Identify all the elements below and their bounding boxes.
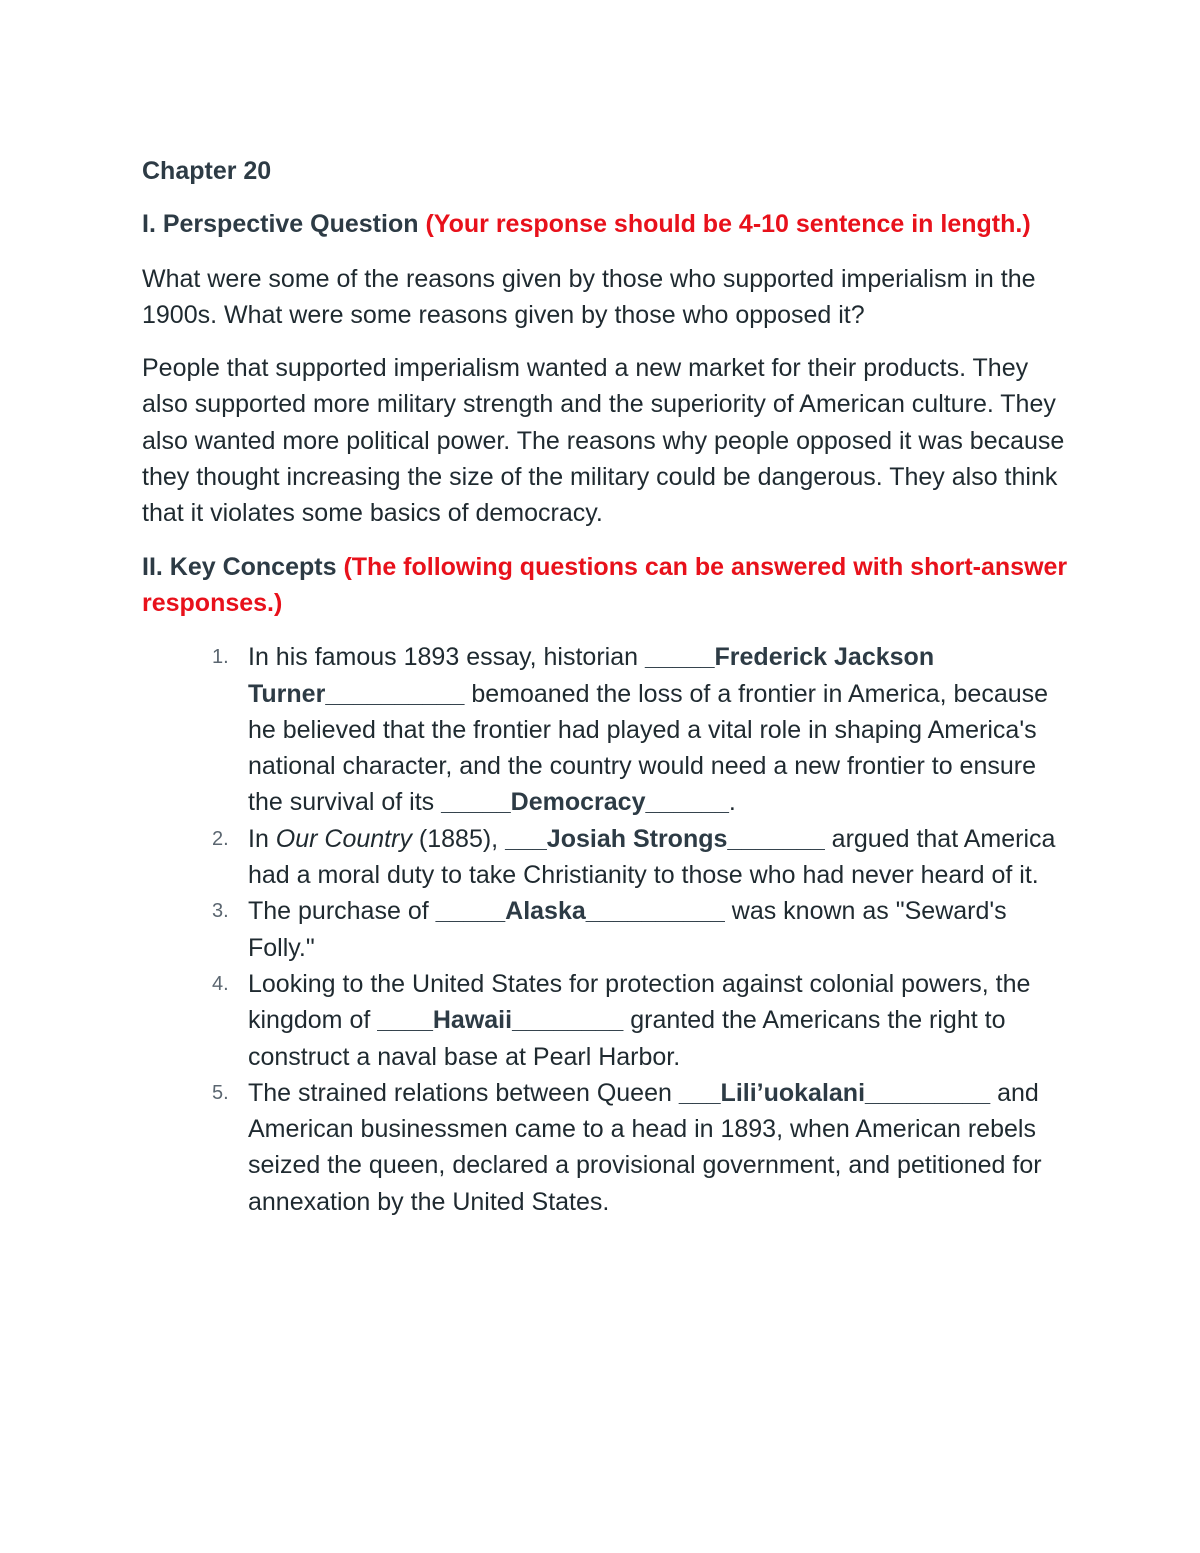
answer-blank: __________ — [585, 897, 725, 926]
answer-blank: ______ — [645, 788, 729, 817]
answer-text: Alaska — [505, 897, 586, 926]
perspective-answer: People that supported imperialism wanted a new market for their products. They also supported more military strength and the superiority of American culture. They also wanted more political power. The reasons why people opposed it was because they thought increasing the size of the military could be dangerous. They also think that it violates some basics of democracy. — [142, 354, 1065, 528]
item-text: In his famous 1893 essay, historian — [248, 643, 645, 672]
list-item — [212, 821, 1072, 894]
item-text: granted the Americans the right to construct a naval base at Pearl Harbor. — [248, 1006, 1006, 1071]
answer-blank: ________ — [512, 1006, 624, 1035]
answer-text: Lili’uokalani — [720, 1078, 866, 1107]
item-text: In — [248, 824, 276, 853]
answer-blank: _________ — [865, 1078, 991, 1107]
item-text: bemoaned the loss of a frontier in America, because he believed that the frontier had played a vital role in shaping America's national character, and the country would need a new frontier to ensure the survival of its — [248, 679, 1049, 817]
answer-text: Josiah Strongs — [546, 824, 728, 853]
perspective-question: What were some of the reasons given by those who supported imperialism in the 1900s. What were some reasons given by those who opposed it? — [142, 264, 1036, 329]
item-text: (1885), — [411, 824, 506, 853]
item-text: The purchase of — [248, 897, 436, 926]
list-item — [212, 966, 1072, 1075]
item-number: 2. — [212, 827, 229, 850]
answer-blank: ___ — [678, 1078, 721, 1107]
answer-blank: _______ — [727, 824, 825, 853]
item-number: 4. — [212, 972, 229, 995]
item-text: argued that America had a moral duty to take Christianity to those who had never heard of it. — [248, 824, 1056, 890]
answer-blank: __________ — [325, 679, 465, 708]
item-number: 5. — [212, 1081, 229, 1104]
section-1-note: (Your response should be 4-10 sentence in length.) — [425, 210, 1031, 239]
document-page — [142, 153, 1072, 1220]
item-text: and American businessmen came to a head in 1893, when American rebels seized the queen, declared a provisional government, and petitioned for annexation by the United States. — [248, 1078, 1042, 1216]
item-text: . — [728, 788, 736, 817]
item-number: 1. — [212, 646, 229, 669]
list-item — [212, 1075, 1072, 1220]
answer-blank: ___ — [505, 824, 547, 853]
answer-blank: ____ — [377, 1006, 433, 1035]
book-title: Our Country — [275, 824, 412, 853]
section-2-heading — [142, 549, 1072, 622]
item-text: Looking to the United States for protection against colonial powers, the kingdom of — [248, 969, 1031, 1035]
item-text: The strained relations between Queen — [248, 1078, 679, 1107]
section-1-title: I. Perspective Question — [142, 210, 419, 239]
section-1-heading — [142, 206, 1072, 242]
list-item — [212, 893, 1072, 966]
answer-blank: _____ — [441, 788, 511, 817]
item-text: was known as "Seward's Folly." — [248, 897, 1007, 962]
answer-text: Hawaii — [432, 1006, 513, 1035]
section-2-note: (The following questions can be answered with short-answer responses.) — [142, 552, 1068, 617]
list-item — [212, 639, 1072, 820]
key-concepts-list — [142, 639, 1072, 1220]
answer-blank: _____ — [644, 643, 715, 672]
item-number: 3. — [212, 900, 229, 923]
answer-text: Democracy — [510, 788, 646, 817]
answer-blank: _____ — [435, 897, 506, 926]
chapter-title: Chapter 20 — [142, 157, 272, 185]
answer-text: Frederick Jackson Turner — [248, 643, 935, 708]
section-2-title: II. Key Concepts — [142, 552, 337, 581]
